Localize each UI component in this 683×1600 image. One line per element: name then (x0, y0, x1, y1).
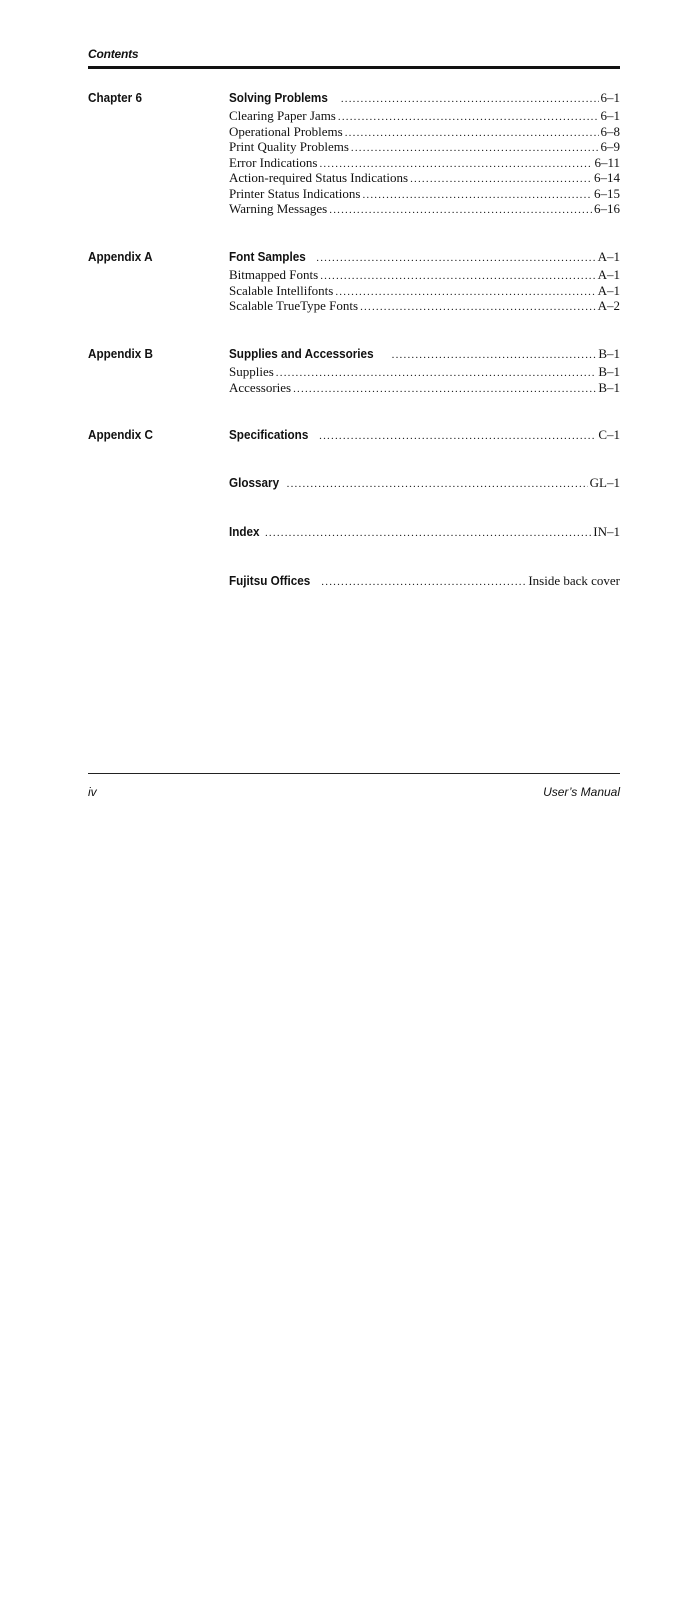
toc-sub-entry[interactable] (229, 201, 620, 217)
toc-main-entry[interactable] (229, 473, 620, 493)
dot-leader (293, 382, 596, 398)
toc-sub-entry[interactable] (229, 155, 620, 171)
toc-main-entry[interactable] (229, 522, 620, 542)
entry-page: 6–16 (594, 201, 620, 216)
entry-page: A–1 (597, 267, 620, 282)
dot-leader (345, 126, 599, 142)
entry-page: IN–1 (593, 524, 620, 539)
footer-page-number: iv (88, 785, 97, 799)
entry-title: Specifications (229, 427, 309, 442)
toc-entries (229, 344, 620, 395)
dot-leader (287, 474, 588, 494)
dot-leader (341, 89, 599, 109)
dot-leader (319, 426, 596, 446)
toc-entries (229, 425, 620, 445)
entry-title: Scalable TrueType Fonts (229, 298, 359, 313)
dot-leader (276, 366, 597, 382)
entry-title: Action-required Status Indications (229, 170, 409, 185)
entry-page: B–1 (598, 379, 620, 395)
dot-leader (338, 110, 599, 126)
entry-title: Supplies (229, 364, 274, 379)
dot-leader (265, 523, 591, 543)
entry-page: A–1 (597, 249, 620, 264)
entry-page: 6–11 (594, 154, 620, 170)
dot-leader (321, 572, 526, 592)
entry-title: Fujitsu Offices (229, 573, 311, 588)
toc-sub-entry[interactable] (229, 139, 620, 155)
footer-manual-title: User’s Manual (543, 785, 620, 799)
dot-leader (329, 203, 592, 219)
toc-main-entry[interactable] (229, 571, 620, 591)
toc-sub-entry[interactable] (229, 380, 620, 396)
toc-entries (229, 571, 620, 591)
dot-leader (392, 345, 597, 365)
entry-page: 6–8 (600, 123, 620, 139)
section-label: Appendix C (88, 427, 154, 442)
entry-page: 6–14 (594, 170, 620, 185)
entry-page: 6–15 (594, 185, 620, 201)
toc-main-entry[interactable] (229, 425, 620, 445)
entry-title: Index (229, 524, 260, 539)
toc-sub-entry[interactable] (229, 108, 620, 124)
entry-title: Supplies and Accessories (229, 346, 374, 361)
toc-entries (229, 88, 620, 217)
entry-page: GL–1 (589, 475, 620, 490)
dot-leader (320, 269, 595, 285)
toc-sub-entry[interactable] (229, 283, 620, 299)
toc-sub-entry[interactable] (229, 170, 620, 186)
toc-main-entry[interactable] (229, 344, 620, 364)
toc-main-entry[interactable] (229, 247, 620, 267)
entry-title: Print Quality Problems (229, 139, 349, 154)
dot-leader (316, 248, 595, 268)
running-head: Contents (88, 47, 139, 61)
toc-sub-entry[interactable] (229, 186, 620, 202)
entry-title: Warning Messages (229, 201, 328, 216)
entry-title: Bitmapped Fonts (229, 267, 319, 282)
entry-page: Inside back cover (528, 573, 620, 588)
entry-title: Error Indications (229, 154, 318, 170)
dot-leader (410, 172, 592, 188)
toc-main-entry[interactable] (229, 88, 620, 108)
entry-title: Clearing Paper Jams (229, 108, 336, 123)
entry-page: 6–1 (600, 90, 620, 105)
entry-page: 6–9 (600, 139, 620, 154)
toc-entries (229, 522, 620, 542)
toc-entries (229, 473, 620, 493)
section-label: Appendix A (88, 249, 153, 264)
entry-page: A–2 (597, 298, 620, 313)
entry-page: B–1 (598, 346, 620, 361)
toc-sub-entry[interactable] (229, 298, 620, 314)
entry-title: Accessories (229, 379, 292, 395)
dot-leader (351, 141, 599, 157)
entry-title: Solving Problems (229, 90, 328, 105)
section-label: Appendix B (88, 346, 154, 361)
toc-entries (229, 247, 620, 314)
entry-page: A–1 (597, 282, 620, 298)
toc-sub-entry[interactable] (229, 267, 620, 283)
toc-sub-entry[interactable] (229, 124, 620, 140)
entry-page: C–1 (598, 427, 620, 442)
header-rule (88, 66, 620, 69)
entry-title: Operational Problems (229, 123, 343, 139)
dot-leader (335, 285, 595, 301)
entry-title: Printer Status Indications (229, 185, 361, 201)
entry-title: Glossary (229, 475, 280, 490)
entry-title: Font Samples (229, 249, 306, 264)
footer-rule (88, 773, 620, 774)
entry-page: 6–1 (600, 108, 620, 123)
section-label: Chapter 6 (88, 90, 142, 105)
toc-sub-entry[interactable] (229, 364, 620, 380)
entry-title: Scalable Intellifonts (229, 282, 334, 298)
dot-leader (360, 300, 596, 316)
dot-leader (362, 188, 592, 204)
entry-page: B–1 (598, 364, 620, 379)
